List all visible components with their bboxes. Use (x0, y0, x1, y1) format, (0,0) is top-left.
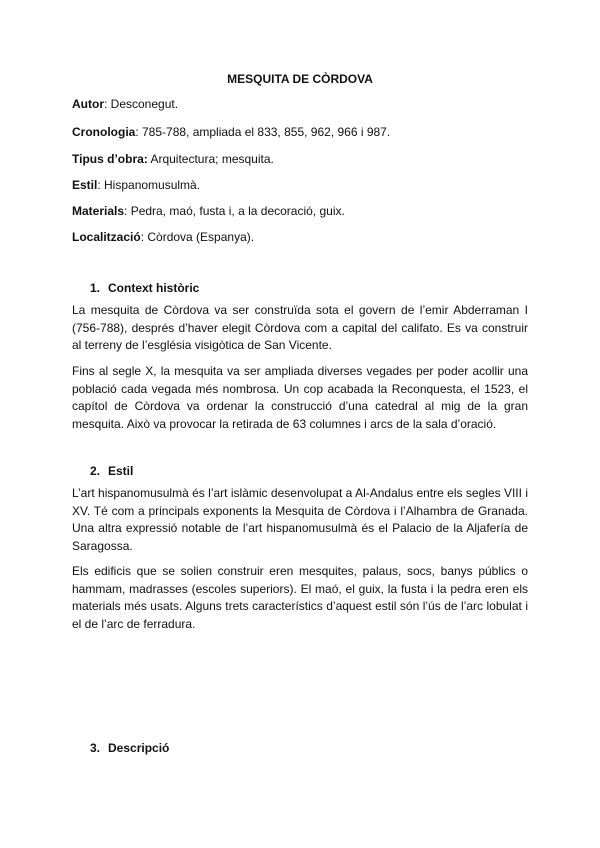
field-separator: : (135, 125, 142, 139)
field-label: Localització (72, 230, 141, 244)
field-label: Materials (72, 204, 125, 218)
field-separator: : (140, 230, 148, 244)
paragraph: Els edificis que se solien construir eren mesquites, palaus, socs, banys públics o hammam, madrasses (escoles superiors). El maó, el guix, la fusta i la pedra eren els materials més usats. Alguns trets característics d’aquest estil són l’ús de l’arc lobulat i el de l’arc de ferradura. (72, 564, 528, 631)
section-title: Context històric (108, 281, 200, 295)
field-estil (72, 178, 200, 192)
field-label: Estil (72, 178, 98, 192)
field-value: 785-788, ampliada el 833, 855, 962, 966 i 987. (142, 125, 391, 139)
field-separator: : (97, 178, 105, 192)
field-materials (72, 204, 345, 218)
paragraph: Fins al segle X, la mesquita va ser ampliada diverses vegades per poder acollir una població cada vegada més nombrosa. Un cop acabada la Reconquesta, el 1523, el capítol de Còrdova va ordenar la construcció d’una catedral al mig de la gran mesquita. Això va provocar la retirada de 63 columnes i arcs de la sala d’oració. (72, 364, 528, 431)
field-value: Hispanomusulmà. (104, 178, 201, 192)
field-value: Còrdova (Espanya). (147, 230, 255, 244)
section-number: 2. (90, 464, 101, 478)
section-title: Estil (108, 464, 134, 478)
document-title: MESQUITA DE CÒRDOVA (227, 72, 373, 86)
section-heading-descripcio (90, 741, 169, 755)
field-autor (72, 97, 178, 111)
section-title: Descripció (108, 741, 170, 755)
section-heading-context-historic (90, 281, 199, 295)
section-number: 3. (90, 741, 101, 755)
field-label: Tipus d’obra: (72, 152, 148, 166)
paragraph: L’art hispanomusulmà és l’art islàmic desenvolupat a Al-Andalus entre els segles VIII i XV. Té com a principals exponents la Mesquita de Còrdova i l’Alhambra de Granada. Una altra expressió notable de l’art hispanomusulmà és el Palacio de la Aljafería de Saragossa. (72, 486, 528, 553)
field-value: Desconegut. (110, 97, 179, 111)
section-number: 1. (90, 281, 101, 295)
field-localitzacio (72, 230, 254, 244)
field-label: Autor (72, 97, 104, 111)
field-value: Arquitectura; mesquita. (150, 152, 274, 166)
field-tipus-obra (72, 152, 274, 166)
field-cronologia (72, 125, 390, 139)
paragraph: La mesquita de Còrdova va ser construïda sota el govern de l’emir Abderraman I (756-788), després d’haver elegit Còrdova com a capital del califato. Es va construir al terreny de l’església visigòtica de San Vicente. (72, 303, 528, 352)
field-value: Pedra, maó, fusta i, a la decoració, guix. (130, 204, 345, 218)
section-heading-estil (90, 464, 133, 478)
field-label: Cronologia (72, 125, 136, 139)
field-separator: : (124, 204, 131, 218)
field-separator: : (104, 97, 111, 111)
